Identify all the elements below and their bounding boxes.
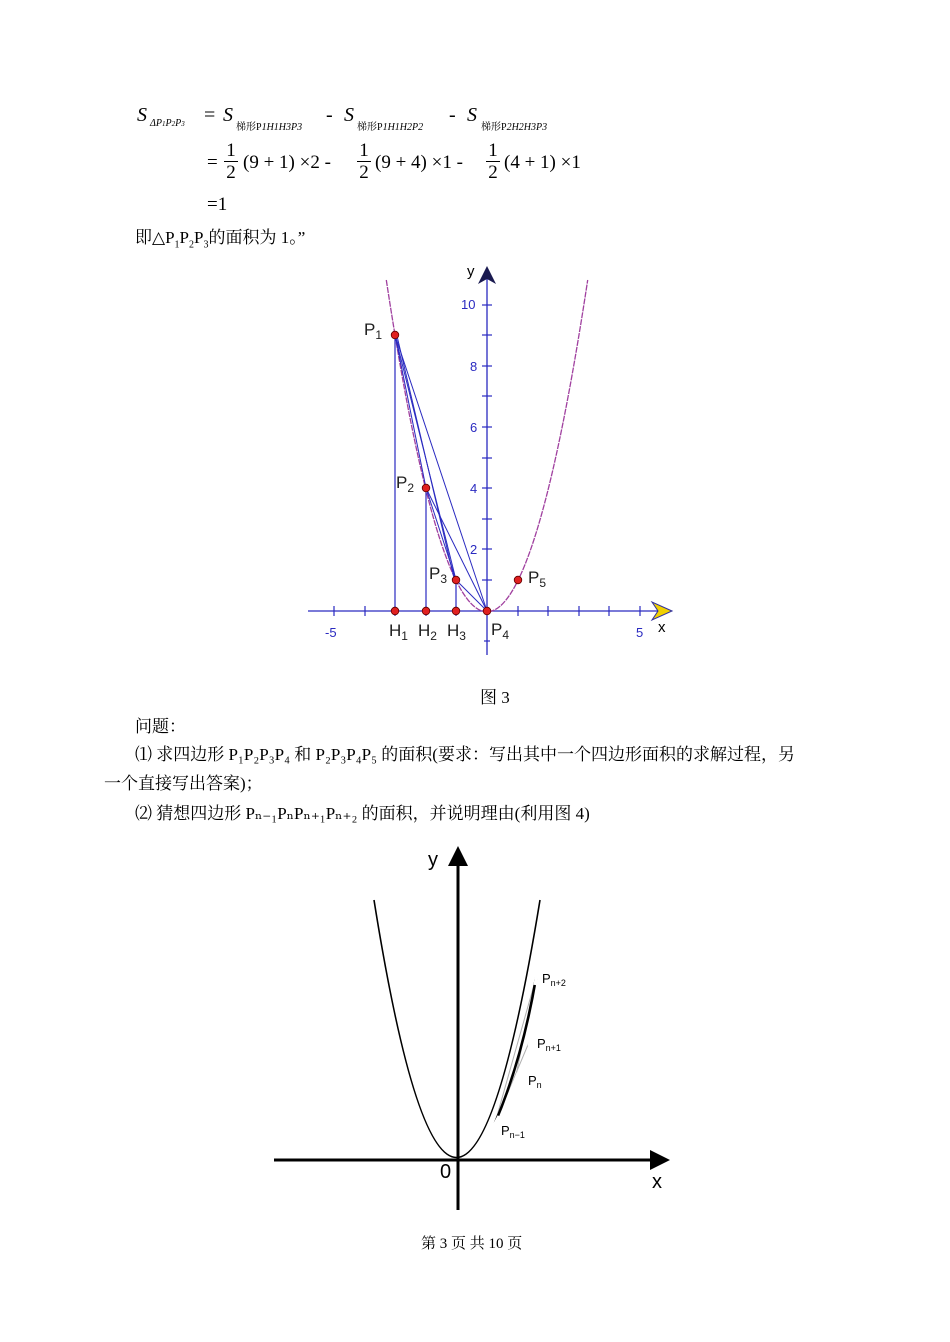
fig4-y-arrow [448, 846, 468, 866]
page-footer: 第 3 页 共 10 页 [421, 1236, 523, 1252]
fig3-point-labels [364, 320, 546, 643]
svg-text:H1: $H_1$ [389, 621, 408, 643]
question-2: ⑵ 猜想四边形 Pₙ₋₁PₙPₙ₊₁Pₙ₊₂ 的面积，并说明理由(利用图 4) [135, 804, 590, 823]
question-1-line-2: 一个直接写出答案)； [104, 774, 263, 793]
fraction-half-3: 1 2 [486, 141, 500, 182]
svg-text:Pn: $P_n$ [528, 1073, 542, 1090]
fig3-point-h3 [452, 607, 460, 615]
svg-text:Pn+2: $P_{n+2}$ [542, 971, 566, 988]
formula-minus-2: - [449, 104, 456, 126]
fig3-ytick-4: 4 [470, 481, 478, 496]
fig3-ytick-10: 10 [461, 297, 476, 312]
svg-text:P1: $P_1$ [364, 320, 383, 342]
fig3-point-h1 [391, 607, 399, 615]
fraction-half-2: 1 2 [357, 141, 371, 182]
svg-text:Pn−1: $P_{n-1}$ [501, 1123, 525, 1140]
fig3-point-h2 [422, 607, 430, 615]
fig3-x-axis-label: x [658, 619, 666, 636]
formula-s-trap1: S [223, 104, 233, 126]
questions-heading: 问题： [135, 717, 186, 736]
conclusion-line: 即$\triangle P_1P_2P_3$的面积为 1。” [135, 228, 306, 251]
formula-s-trap3: S [467, 104, 477, 126]
fig3-point-p2 [422, 484, 430, 492]
figure-3-caption: 图 3 [480, 688, 510, 707]
formula-term-3: (4 + 1) ×1 [504, 152, 581, 173]
formula-term-1: (9 + 1) ×2 - [243, 152, 331, 173]
formula-s-triangle: S [137, 104, 147, 126]
svg-text:P5: $P_5$ [528, 568, 547, 590]
fig3-ytick-8: 8 [470, 359, 478, 374]
svg-text:P4: $P_4$ [491, 620, 510, 642]
formula-sub-trap1: 梯形P1H1H3P3 [236, 122, 303, 133]
fig4-origin-label: 0 [440, 1161, 452, 1183]
formula-equals: = [204, 104, 216, 126]
formula-equals-2: = [207, 152, 218, 173]
formula-sub-trap2: 梯形P1H1H2P2 [357, 122, 424, 133]
fig3-xtick-5: 5 [636, 625, 644, 640]
formula-term-2: (9 + 4) ×1 - [375, 152, 463, 173]
fig3-xtick-neg5: -5 [325, 625, 337, 640]
fig3-points [391, 331, 522, 615]
svg-text:Pn+1: $P_{n+1}$ [537, 1036, 561, 1053]
formula-sub-triangle: ΔP1P2P3 [150, 118, 185, 129]
figure-4-graph [274, 846, 670, 1210]
formula-minus-1: - [326, 104, 333, 126]
svg-text:H2: $H_2$ [418, 621, 437, 643]
fig3-point-p1 [391, 331, 399, 339]
formula-result: =1 [207, 194, 228, 215]
formula-s-trap2: S [344, 104, 354, 126]
svg-text:H3: $H_3$ [447, 621, 466, 643]
fig3-tick-labels [325, 297, 643, 640]
fig3-segments [395, 335, 487, 611]
fig3-point-p3 [452, 576, 460, 584]
fig3-ytick-6: 6 [470, 420, 478, 435]
fig4-labels [428, 849, 662, 1193]
svg-text:P2: $P_2$ [396, 473, 415, 495]
fraction-half-1: 1 2 [224, 141, 238, 182]
fig3-ytick-2: 2 [470, 542, 478, 557]
fig4-y-axis-label: y [428, 849, 438, 871]
fig4-x-axis-label: x [652, 1171, 662, 1193]
fig3-y-axis-label: y [467, 263, 475, 280]
fig3-point-p5 [514, 576, 522, 584]
formula-sub-trap3: 梯形P2H2H3P3 [481, 122, 548, 133]
question-1-line-1: ⑴ 求四边形 P₁P₂P₃P₄ 和 P₂P₃P₄P₅ 的面积(要求：写出其中一个四边形面积的求解过程，另 [135, 745, 795, 764]
fig3-point-p4 [483, 607, 491, 615]
svg-text:P3: $P_3$ [429, 564, 448, 586]
fig4-x-arrow [650, 1150, 670, 1170]
